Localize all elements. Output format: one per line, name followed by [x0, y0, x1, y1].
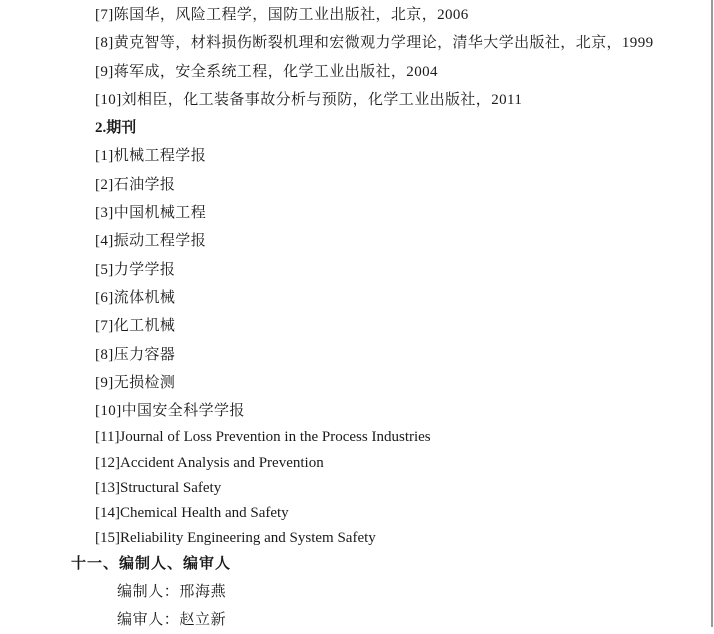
journal-item: [12]Accident Analysis and Prevention	[95, 454, 324, 471]
journal-item: [14]Chemical Health and Safety	[95, 505, 289, 522]
journal-item: [5]力学学报	[95, 261, 176, 278]
journal-item: [3]中国机械工程	[95, 205, 207, 222]
book-reference-item: [10]刘相臣，化工装备事故分析与预防，化学工业出版社，2011	[95, 91, 523, 108]
journal-item: [11]Journal of Loss Prevention in the Process Industries	[95, 429, 431, 446]
journal-item: [2]石油学报	[95, 176, 176, 193]
book-reference-item: [8]黄克智等，材料损伤断裂机理和宏微观力学理论，清华大学出版社，北京，1999	[95, 35, 654, 52]
book-reference-item: [7]陈国华，风险工程学，国防工业出版社，北京，2006	[95, 7, 469, 23]
journal-item: [6]流体机械	[95, 289, 176, 306]
journal-item: [1]机械工程学报	[95, 148, 207, 165]
reviewer-line: 编审人：赵立新	[117, 611, 227, 628]
journals-section-heading: 2.期刊	[95, 120, 137, 137]
journal-item: [9]无损检测	[95, 374, 176, 391]
journal-item: [15]Reliability Engineering and System Safety	[95, 530, 376, 547]
journal-item: [7]化工机械	[95, 318, 176, 335]
journal-list-chinese	[0, 142, 714, 425]
journal-list-english	[0, 425, 714, 551]
personnel-section-heading: 十一、编制人、编审人	[71, 556, 232, 573]
compiler-line: 编制人：邢海燕	[117, 583, 227, 600]
book-reference-list	[0, 1, 714, 114]
journal-item: [8]压力容器	[95, 346, 176, 363]
journal-item: [13]Structural Safety	[95, 479, 222, 496]
journal-item: [10]中国安全科学学报	[95, 403, 245, 420]
book-reference-item: [9]蒋军成，安全系统工程，化学工业出版社，2004	[95, 63, 438, 80]
page-edge-border	[711, 0, 713, 627]
journal-item: [4]振动工程学报	[95, 233, 207, 250]
